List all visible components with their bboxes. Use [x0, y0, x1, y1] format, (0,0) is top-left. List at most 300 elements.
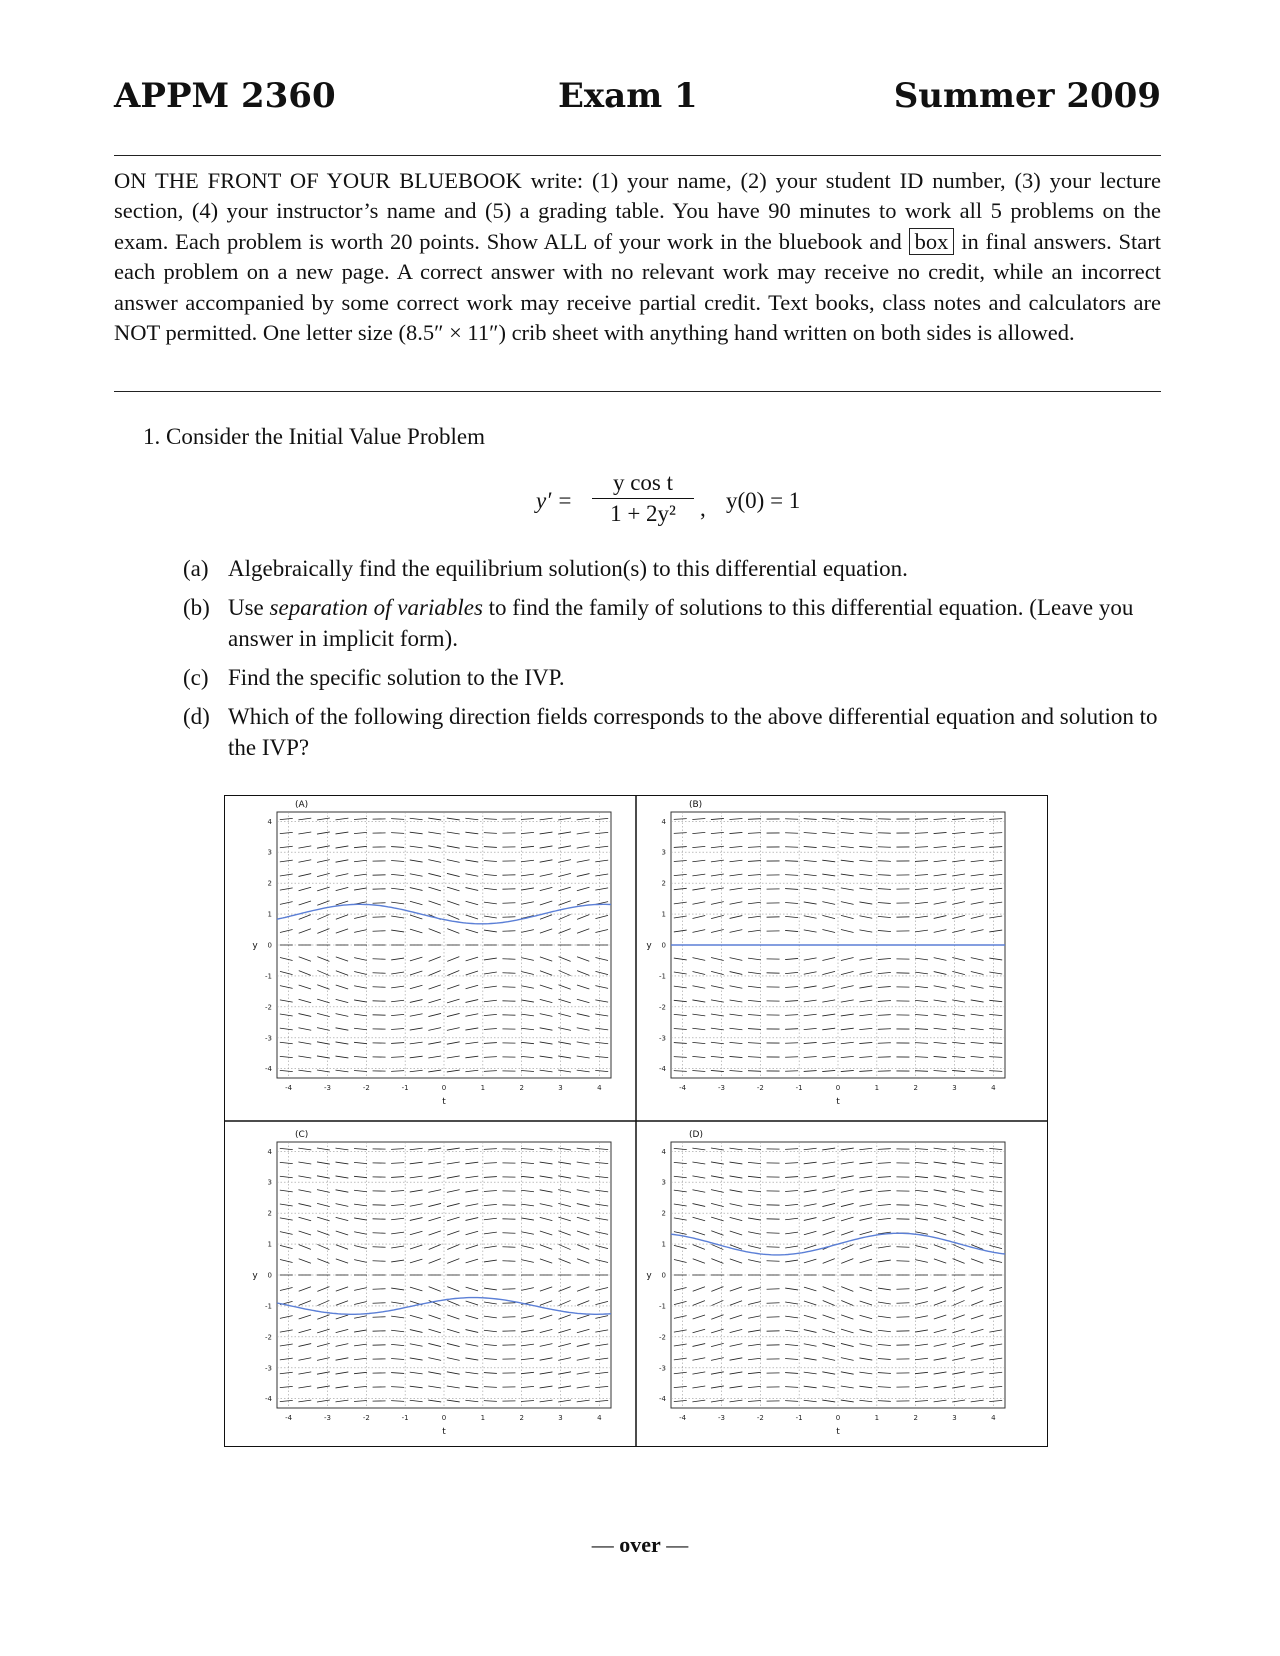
slope-segment [804, 1190, 817, 1192]
slope-segment [952, 832, 965, 833]
slope-segment [729, 1070, 742, 1071]
slope-segment [915, 1344, 928, 1346]
slope-segment [354, 874, 367, 876]
slope-segment [730, 902, 743, 904]
slope-segment [521, 1330, 534, 1332]
slope-segment [317, 1203, 330, 1206]
slope-segment [971, 1259, 983, 1263]
slope-segment [711, 902, 724, 905]
slope-segment [577, 1259, 589, 1263]
slope-segment [391, 1204, 404, 1205]
panel-title: (B) [689, 800, 703, 810]
slope-segment [373, 931, 386, 932]
slope-segment [429, 957, 441, 962]
slope-segment [354, 1162, 367, 1163]
slope-segment [711, 1070, 724, 1071]
slope-segment [693, 1315, 705, 1319]
slope-segment [484, 860, 497, 861]
slope-segment [711, 929, 724, 932]
slope-segment [410, 818, 423, 819]
slope-segment [711, 1203, 724, 1206]
slope-segment [502, 1261, 515, 1262]
slope-segment [577, 1056, 590, 1058]
slope-segment [878, 1387, 891, 1388]
slope-segment [410, 1400, 423, 1401]
x-tick-label: -2 [756, 1084, 764, 1092]
slope-segment [971, 1217, 984, 1220]
slope-segment [822, 1000, 835, 1002]
slope-segment [280, 902, 293, 905]
slope-segment [729, 1056, 742, 1057]
slope-segment [428, 1217, 440, 1221]
slope-segment [465, 874, 478, 876]
slope-segment [859, 846, 872, 847]
slope-segment [989, 902, 1002, 904]
slope-segment [674, 833, 687, 834]
slope-segment [785, 1288, 798, 1290]
slope-segment [354, 1056, 367, 1057]
slope-segment [952, 1148, 965, 1150]
slope-segment [558, 1343, 571, 1346]
slope-segment [447, 1386, 460, 1388]
slope-segment [785, 1204, 798, 1205]
slope-segment [989, 1014, 1002, 1015]
slope-segment [934, 986, 947, 988]
slope-segment [428, 1162, 441, 1164]
slope-segment [336, 929, 348, 933]
slope-segment [971, 986, 984, 989]
slope-segment [859, 819, 872, 820]
slope-segment [410, 971, 422, 975]
slope-segment [989, 972, 1002, 974]
slope-segment [391, 833, 404, 834]
slope-segment [280, 929, 293, 932]
slope-segment [693, 1231, 705, 1235]
slope-segment [934, 860, 947, 861]
slope-segment [447, 999, 459, 1003]
slope-segment [299, 1231, 311, 1235]
slope-segment [989, 1204, 1002, 1206]
slope-segment [410, 1190, 423, 1192]
slope-segment [540, 915, 552, 920]
slope-segment [577, 1162, 590, 1164]
slope-segment [674, 1204, 687, 1206]
slope-segment [674, 1190, 687, 1192]
slope-segment [822, 860, 835, 862]
slope-segment [595, 1372, 608, 1373]
slope-segment [465, 1028, 478, 1030]
slope-segment [577, 1329, 590, 1332]
slope-segment [711, 874, 724, 876]
slope-segment [521, 986, 534, 989]
slope-segment [804, 1358, 817, 1360]
slope-segment [280, 986, 293, 989]
slope-segment [915, 861, 928, 862]
slope-segment [915, 1000, 928, 1001]
slope-segment [354, 1246, 367, 1249]
slope-segment [465, 1372, 478, 1374]
slope-segment [915, 930, 928, 932]
slope-segment [595, 860, 608, 862]
slope-segment [878, 1043, 891, 1044]
slope-segment [280, 1014, 293, 1016]
slope-segment [577, 985, 589, 989]
slope-segment [465, 1014, 478, 1016]
y-tick-label: -4 [659, 1065, 666, 1074]
slope-segment [692, 1344, 705, 1347]
slope-segment [952, 1014, 965, 1016]
slope-segment [674, 1259, 687, 1262]
slope-segment [711, 1028, 724, 1030]
slope-segment [354, 1042, 367, 1043]
slope-segment [878, 1358, 891, 1359]
slope-segment [841, 915, 854, 918]
slope-segment [674, 1071, 687, 1072]
slope-segment [354, 1204, 367, 1206]
slope-segment [804, 1000, 817, 1002]
slope-segment [859, 874, 872, 875]
equation-fraction [588, 468, 698, 529]
slope-segment [822, 1372, 835, 1374]
slope-segment [354, 1028, 367, 1030]
slope-segment [860, 1315, 873, 1318]
slope-segment [466, 1287, 478, 1291]
slope-segment [841, 1000, 854, 1002]
slope-segment [484, 1000, 497, 1001]
slope-segment [391, 1246, 404, 1248]
slope-segment [465, 1056, 478, 1058]
slope-segment [674, 1162, 687, 1163]
slope-segment [915, 847, 928, 848]
slope-segment [878, 958, 891, 959]
slope-segment [540, 901, 552, 905]
slope-segment [521, 818, 534, 819]
slope-segment [785, 1218, 798, 1219]
slope-segment [465, 1148, 478, 1149]
slope-segment [447, 914, 459, 919]
slope-segment [410, 1259, 422, 1263]
slope-segment [934, 1231, 946, 1235]
bottom-divider [114, 391, 1161, 392]
slope-segment [577, 846, 590, 848]
slope-segment [730, 986, 743, 988]
slope-segment [878, 1330, 891, 1331]
boxed-word: box [909, 228, 955, 255]
plot-panel-c [252, 1130, 611, 1437]
slope-segment [336, 832, 349, 834]
slope-segment [730, 1386, 743, 1388]
slope-segment [785, 1358, 798, 1359]
slope-segment [484, 1401, 497, 1402]
slope-segment [804, 1176, 817, 1178]
slope-segment [915, 1302, 928, 1305]
slope-segment [989, 888, 1002, 889]
slope-segment [540, 1190, 553, 1192]
slope-segment [971, 1162, 984, 1164]
slope-segment [280, 1028, 293, 1030]
slope-segment [354, 1070, 367, 1071]
slope-segment [466, 1245, 478, 1249]
slope-segment [859, 1000, 872, 1002]
slope-segment [391, 1330, 404, 1331]
part-label: (a) [183, 556, 209, 581]
equation-numerator: y cos t [612, 470, 674, 495]
slope-segment [298, 1056, 311, 1058]
slope-segment [336, 957, 348, 961]
slope-segment [317, 818, 330, 820]
slope-segment [989, 1000, 1002, 1001]
slope-segment [354, 1316, 367, 1319]
slope-segment [502, 1247, 515, 1248]
slope-segment [674, 1028, 687, 1029]
slope-segment [540, 1148, 553, 1150]
slope-segment [595, 832, 608, 833]
slope-segment [859, 1057, 872, 1058]
slope-segment [429, 970, 441, 975]
slope-segment [971, 1056, 984, 1057]
x-tick-label: 2 [913, 1414, 918, 1422]
slope-segment [693, 1245, 705, 1250]
x-tick-label: -3 [717, 1414, 725, 1422]
slope-segment [447, 832, 460, 834]
footer-dash-right: — [666, 1532, 689, 1557]
slope-segment [540, 1176, 553, 1178]
slope-segment [841, 860, 854, 862]
slope-segment [484, 1177, 497, 1178]
slope-segment [466, 957, 478, 961]
slope-segment [336, 1028, 349, 1030]
slope-segment [785, 1373, 798, 1374]
slope-segment [693, 1217, 706, 1220]
slope-segment [971, 1315, 983, 1319]
part-emphasis: separation of variables [269, 595, 483, 620]
slope-segment [822, 930, 835, 933]
slope-segment [785, 1401, 798, 1402]
slope-segment [298, 1028, 311, 1030]
y-tick-label: 3 [661, 848, 666, 857]
exam-header [114, 76, 1161, 120]
equation-lhs: y′ = [536, 488, 573, 513]
slope-segment [822, 1343, 835, 1346]
problem-1-parts [183, 553, 1161, 771]
y-tick-label: -1 [265, 972, 272, 981]
slope-segment [748, 1260, 761, 1263]
slope-segment [447, 1259, 459, 1264]
x-tick-label: 3 [558, 1414, 563, 1422]
slope-segment [410, 915, 422, 919]
slope-segment [692, 1400, 705, 1402]
slope-segment [466, 1231, 479, 1234]
slope-segment [860, 1231, 873, 1234]
slope-segment [429, 1231, 441, 1235]
y-tick-label: 0 [661, 941, 666, 950]
slope-segment [971, 1358, 984, 1360]
slope-segment [674, 1330, 687, 1332]
slope-segment [410, 957, 422, 961]
slope-segment [934, 818, 947, 819]
slope-segment [971, 902, 984, 905]
slope-segment [540, 1162, 553, 1164]
slope-segment [804, 1287, 816, 1291]
ivp-equation [536, 468, 936, 538]
slope-segment [748, 1057, 761, 1058]
y-tick-label: 1 [267, 910, 272, 919]
y-tick-label: 4 [661, 817, 666, 826]
slope-segment [989, 860, 1002, 861]
slope-segment [298, 860, 311, 862]
slope-segment [730, 1372, 743, 1374]
slope-segment [934, 1162, 947, 1164]
slope-segment [915, 1176, 928, 1177]
slope-segment [280, 1358, 293, 1360]
slope-segment [595, 1070, 608, 1071]
slope-segment [428, 860, 441, 863]
slope-segment [558, 1042, 571, 1044]
part-text: Algebraically find the equilibrium solution(s) to this differential equation. [228, 556, 908, 581]
slope-segment [730, 1315, 742, 1319]
slope-segment [336, 1014, 349, 1017]
slope-segment [841, 1014, 854, 1016]
slope-segment [521, 930, 534, 933]
slope-segment [822, 1217, 834, 1221]
slope-segment [822, 1176, 835, 1178]
slope-segment [934, 1028, 947, 1029]
slope-segment [354, 916, 367, 919]
x-tick-label: 4 [991, 1084, 996, 1092]
x-tick-label: 3 [558, 1084, 563, 1092]
slope-segment [280, 1204, 293, 1206]
slope-segment [521, 1056, 534, 1057]
slope-segment [674, 1245, 687, 1248]
slope-segment [989, 1358, 1002, 1360]
slope-segment [447, 970, 459, 975]
slope-segment [447, 1217, 459, 1221]
slope-segment [971, 972, 984, 975]
slope-segment [447, 1358, 460, 1361]
slope-segment [674, 1386, 687, 1387]
slope-segment [989, 819, 1002, 820]
slope-segment [577, 999, 590, 1002]
slope-segment [822, 888, 835, 890]
slope-segment [298, 1042, 311, 1044]
slope-segment [354, 1302, 367, 1305]
slope-segment [711, 1386, 724, 1388]
slope-segment [841, 986, 854, 989]
slope-segment [595, 1316, 608, 1319]
slope-segment [748, 1014, 761, 1015]
slope-segment [785, 1232, 798, 1234]
slope-segment [577, 1315, 589, 1319]
slope-segment [410, 1028, 423, 1030]
slope-segment [711, 1190, 724, 1193]
slope-segment [674, 986, 687, 988]
slope-segment [915, 972, 928, 974]
slope-segment [730, 916, 743, 919]
slope-segment [934, 1245, 946, 1250]
slope-segment [729, 1148, 742, 1150]
slope-segment [878, 1149, 891, 1150]
slope-segment [558, 1056, 571, 1058]
slope-segment [730, 1176, 743, 1178]
slope-segment [804, 1315, 817, 1318]
slope-segment [354, 818, 367, 819]
slope-segment [595, 888, 608, 890]
slope-segment [841, 1315, 853, 1319]
slope-segment [934, 1000, 947, 1002]
y-tick-label: -3 [659, 1364, 666, 1373]
slope-segment [989, 1043, 1002, 1044]
slope-segment [298, 1372, 311, 1374]
slope-segment [952, 1343, 965, 1346]
x-tick-label: 4 [597, 1414, 602, 1422]
slope-segment [692, 846, 705, 847]
slope-segment [934, 832, 947, 833]
slope-segment [989, 1028, 1002, 1029]
slope-segment [354, 930, 367, 933]
slope-segment [595, 818, 608, 819]
slope-segment [915, 1148, 928, 1149]
slope-segment [859, 1190, 872, 1192]
slope-segment [934, 1014, 947, 1016]
slope-segment [693, 1329, 706, 1332]
slope-segment [841, 1217, 853, 1221]
slope-segment [692, 874, 705, 876]
slope-segment [804, 1245, 816, 1249]
slope-segment [595, 1190, 608, 1192]
slope-segment [674, 847, 687, 848]
slope-segment [595, 986, 608, 989]
slope-segment [280, 1162, 293, 1163]
slope-segment [577, 971, 589, 976]
slope-segment [804, 874, 817, 875]
slope-segment [748, 1344, 761, 1346]
slope-segment [989, 1372, 1002, 1373]
slope-segment [373, 959, 386, 960]
slope-segment [915, 1358, 928, 1360]
slope-segment [540, 1259, 552, 1263]
slope-segment [280, 1344, 293, 1346]
y-tick-label: 4 [661, 1147, 666, 1156]
slope-segment [465, 818, 478, 819]
slope-segment [934, 1190, 947, 1192]
slope-segment [822, 1329, 834, 1333]
slope-segment [299, 971, 311, 976]
slope-segment [447, 1400, 460, 1402]
slope-segment [748, 1204, 761, 1206]
part-d [183, 701, 1161, 763]
slope-segment [299, 1315, 311, 1319]
slope-segment [748, 1029, 761, 1030]
slope-segment [748, 1148, 761, 1149]
slope-segment [859, 986, 872, 988]
slope-segment [428, 832, 441, 834]
slope-segment [971, 1231, 983, 1235]
slope-segment [336, 1329, 349, 1332]
slope-segment [859, 958, 872, 960]
y-tick-label: 0 [267, 1271, 272, 1280]
slope-segment [577, 1217, 590, 1220]
slope-segment [465, 860, 478, 862]
slope-segment [952, 846, 965, 847]
slope-segment [577, 1176, 590, 1178]
slope-segment [447, 1372, 460, 1374]
slope-segment [428, 1372, 441, 1374]
slope-segment [841, 1244, 853, 1249]
slope-segment [878, 1288, 891, 1290]
slope-segment [447, 818, 460, 820]
slope-segment [410, 874, 423, 876]
slope-segment [577, 957, 589, 961]
